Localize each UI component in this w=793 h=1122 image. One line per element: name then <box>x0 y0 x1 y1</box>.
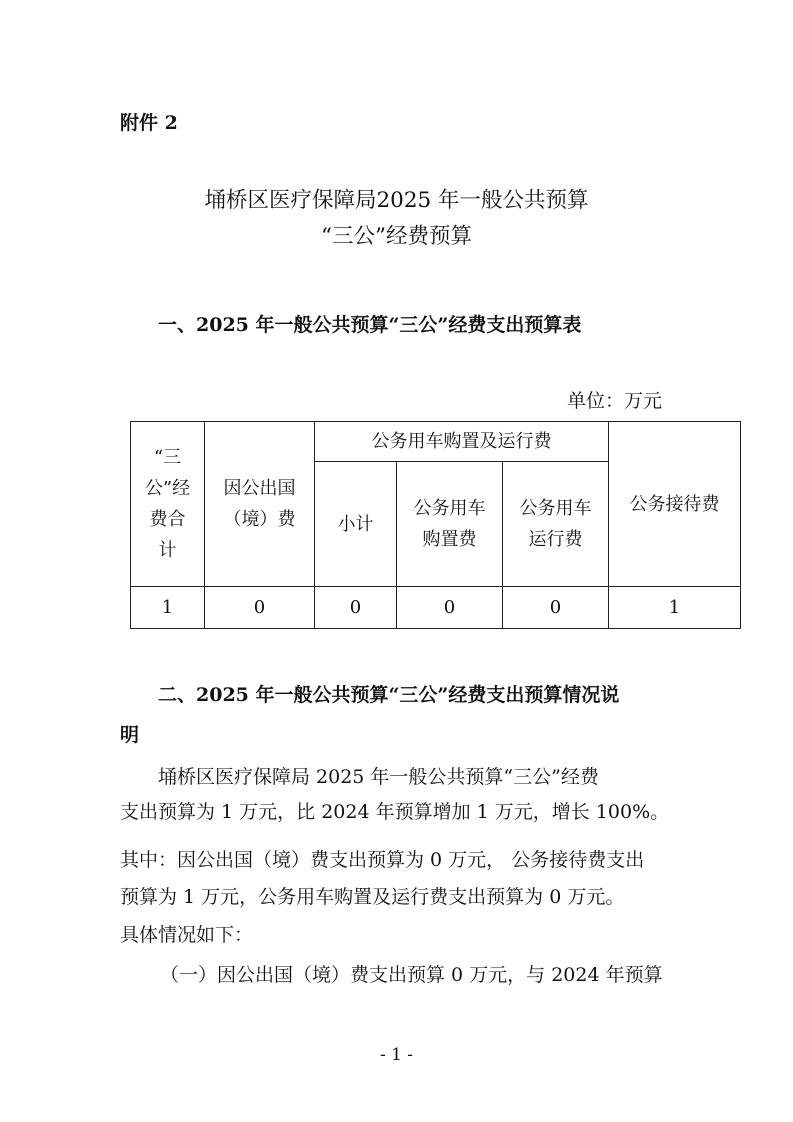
table-row <box>131 587 741 629</box>
section-2-heading: 二、2025 年一般公共预算“三公”经费支出预算情况说 <box>158 684 620 706</box>
page-number: - 1 - <box>379 1045 414 1065</box>
header-total: “三 公”经 费合 计 <box>131 422 205 587</box>
value-vehicle-purchase: 0 <box>397 587 503 629</box>
budget-table <box>130 421 741 629</box>
body-line: 支出预算为 1 万元，比 2024 年预算增加 1 万元，增长 100%。 <box>120 801 670 823</box>
value-total: 1 <box>131 587 205 629</box>
value-reception: 1 <box>609 587 741 629</box>
header-reception: 公务接待费 <box>609 422 741 587</box>
body-line: 其中：因公出国（境）费支出预算为 0 万元， 公务接待费支出 <box>120 849 645 871</box>
unit-label: 单位：万元 <box>567 390 663 412</box>
attachment-label: 附件 2 <box>120 112 178 134</box>
body-line: （一）因公出国（境）费支出预算 0 万元，与 2024 年预算 <box>160 964 663 986</box>
document-title <box>0 183 793 255</box>
header-vehicle-operation: 公务用车 运行费 <box>503 462 609 587</box>
header-subtotal: 小计 <box>315 462 397 587</box>
title-line-1: 埇桥区医疗保障局2025 年一般公共预算 <box>204 188 589 213</box>
body-line: 埇桥区医疗保障局 2025 年一般公共预算“三公”经费 <box>158 766 599 788</box>
value-overseas: 0 <box>205 587 315 629</box>
value-subtotal: 0 <box>315 587 397 629</box>
title-line-2: “三公”经费预算 <box>321 224 472 249</box>
section-2-heading-continued: 明 <box>120 724 140 746</box>
body-line: 预算为 1 万元，公务用车购置及运行费支出预算为 0 万元。 <box>120 886 625 908</box>
header-vehicle-purchase: 公务用车 购置费 <box>397 462 503 587</box>
header-vehicle-group: 公务用车购置及运行费 <box>315 422 609 462</box>
body-line: 具体情况如下： <box>120 924 254 946</box>
section-1-heading: 一、2025 年一般公共预算“三公”经费支出预算表 <box>158 314 582 336</box>
header-overseas: 因公出国 （境）费 <box>205 422 315 587</box>
value-vehicle-operation: 0 <box>503 587 609 629</box>
